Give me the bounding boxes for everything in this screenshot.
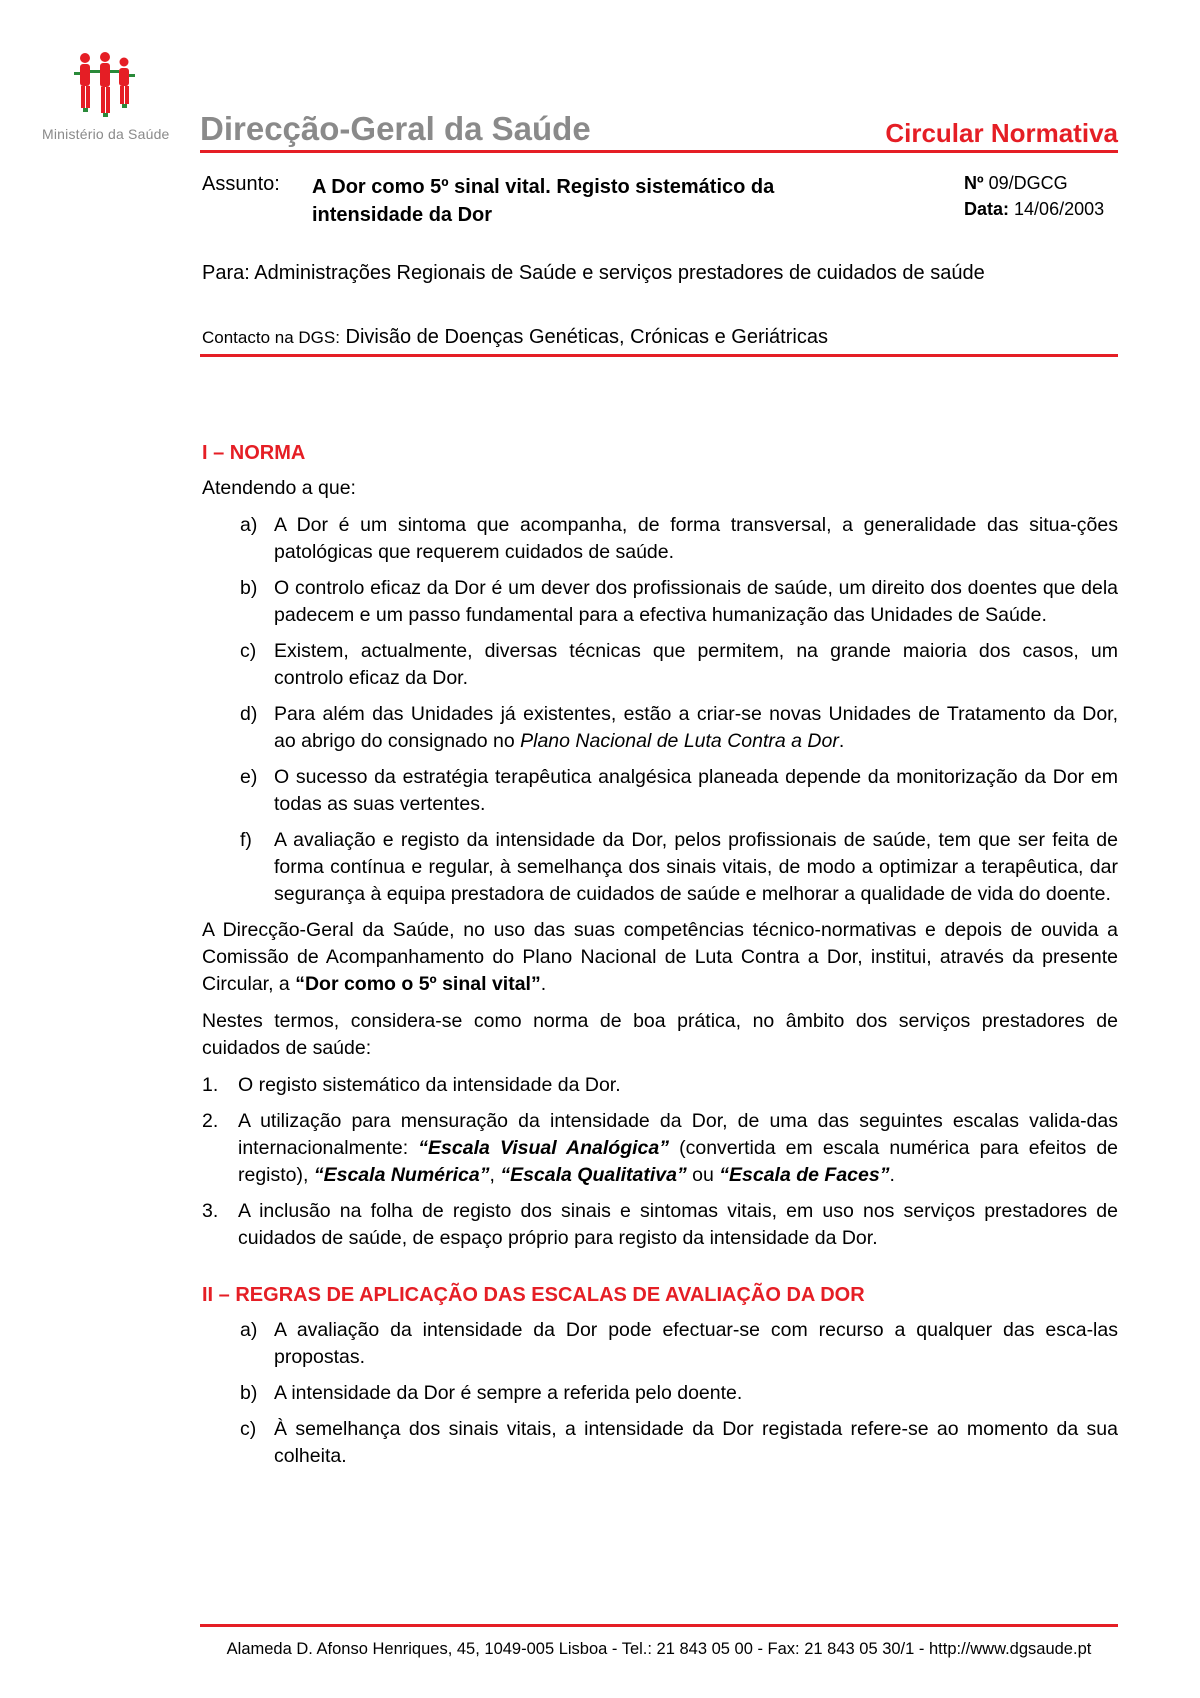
- ministry-name: Ministério da Saúde: [42, 126, 170, 142]
- list-marker: 3.: [202, 1200, 219, 1222]
- intro-text: Atendendo a que:: [202, 477, 356, 499]
- list-marker: a): [240, 514, 258, 536]
- list-item-text: A Dor é um sintoma que acompanha, de forma transversal, a generalidade das situa-ções patológicas que requerem cuidados de saúde.: [274, 514, 1118, 563]
- list-item-text: [238, 1108, 1118, 1189]
- text-part: ou: [686, 1164, 720, 1186]
- document-body: [202, 440, 1118, 1479]
- scale-name: “Escala Numérica”: [313, 1164, 490, 1186]
- list-item: [202, 1072, 1118, 1099]
- subject-text: A Dor como 5º sinal vital. Registo sistemático da intensidade da Dor: [312, 176, 775, 226]
- list-item: [202, 827, 1118, 908]
- list-marker: d): [240, 703, 258, 725]
- institution-paragraph: [202, 917, 1118, 998]
- list-item-text: A inclusão na folha de registo dos sinais e sintomas vitais, em uso nos serviços prestadores de cuidados de saúde, de espaço próprio para registo da intensidade da Dor.: [238, 1200, 1118, 1249]
- list-item-text: O controlo eficaz da Dor é um dever dos profissionais de saúde, um direito dos doentes que dela padecem e um passo fundamental para a efectiva humanização das Unidades de Saúde.: [274, 577, 1118, 626]
- document-type: Circular Normativa: [885, 118, 1118, 148]
- text-part: ,: [489, 1164, 501, 1186]
- header-bottom-divider: [200, 354, 1118, 357]
- list-item-text: O sucesso da estratégia terapêutica analgésica planeada depende da monitorização da Dor em todas as suas vertentes.: [274, 766, 1118, 815]
- subject-label: Assunto:: [202, 173, 280, 195]
- text-part: (convertida em escala numérica para efeitos de registo),: [238, 1137, 1119, 1186]
- list-item-text: O registo sistemático da intensidade da Dor.: [238, 1074, 621, 1096]
- contact: [202, 326, 828, 349]
- list-item-text: [274, 701, 1118, 755]
- circular-date: [964, 199, 1104, 220]
- list-item: [202, 764, 1118, 818]
- number-label: Nº: [964, 173, 984, 193]
- list-item: [202, 1416, 1118, 1470]
- footer-divider: [200, 1624, 1118, 1627]
- scale-name: “Escala Qualitativa”: [500, 1164, 687, 1186]
- paragraph-text: A Direcção-Geral da Saúde, no uso das suas competências técnico-normativas e depois de ouvida a Comissão de Acompanhamento do Plano Nacional de Luta Contra a Dor, institui, através da presente Circular, a: [202, 919, 1118, 995]
- list-item-text: Existem, actualmente, diversas técnicas que permitem, na grande maioria dos casos, um controlo eficaz da Dor.: [274, 640, 1118, 689]
- list-marker: f): [240, 829, 252, 851]
- list-item: [202, 1317, 1118, 1371]
- list-marker: e): [240, 766, 258, 788]
- list-marker: a): [240, 1319, 258, 1341]
- list-item-text: A avaliação e registo da intensidade da Dor, pelos profissionais de saúde, tem que ser feita de forma contínua e regular, à semelhança dos sinais vitais, de modo a optimizar a terapêutica, dar segurança à equipa prestadora de cuidados de saúde e melhorar a qualidade de vida do doente.: [274, 829, 1118, 905]
- ministry-logo-icon: [74, 52, 136, 120]
- list-marker: c): [240, 640, 257, 662]
- list-item: [202, 701, 1118, 755]
- list-item: [202, 1198, 1118, 1252]
- considerations-list: [202, 512, 1118, 908]
- date-value: 14/06/2003: [1014, 199, 1105, 219]
- scale-name: “Escala de Faces”: [719, 1164, 890, 1186]
- recipients: [202, 262, 985, 285]
- number-value: 09/DGCG: [988, 173, 1068, 193]
- text-part: A utilização para mensuração da intensidade da Dor, de uma das seguintes escalas valida-das internacionalmente:: [238, 1110, 1118, 1159]
- header-divider: [200, 150, 1118, 153]
- paragraph-text: .: [540, 973, 547, 995]
- emphasis-text: “Dor como o 5º sinal vital”: [295, 973, 541, 995]
- list-item: [202, 575, 1118, 629]
- circular-number: [964, 173, 1068, 194]
- list-marker: b): [240, 577, 258, 599]
- agency-name: Direcção-Geral da Saúde: [200, 110, 591, 147]
- list-marker: 2.: [202, 1110, 219, 1132]
- recipients-label: Para:: [202, 262, 250, 284]
- list-item-text: A intensidade da Dor é sempre a referida pelo doente.: [274, 1382, 743, 1404]
- section-title-norma: I – NORMA: [202, 442, 306, 464]
- contact-label: Contacto na DGS:: [202, 328, 340, 347]
- list-item-text-part: Para além das Unidades já existentes, estão a criar-se novas Unidades de Tratamento da Dor, ao abrigo do consignado no: [274, 703, 1118, 752]
- date-label: Data:: [964, 199, 1010, 219]
- rules-list: [202, 1317, 1118, 1470]
- text-part: .: [889, 1164, 895, 1186]
- contact-text: Divisão de Doenças Genéticas, Crónicas e Geriátricas: [345, 326, 828, 348]
- plan-title: Plano Nacional de Luta Contra a Dor: [520, 730, 839, 752]
- list-item: [202, 1380, 1118, 1407]
- list-marker: 1.: [202, 1074, 219, 1096]
- list-item-text: A avaliação da intensidade da Dor pode efectuar-se com recurso a qualquer das esca-las propostas.: [274, 1319, 1118, 1368]
- footer-address: Alameda D. Afonso Henriques, 45, 1049-005 Lisboa - Tel.: 21 843 05 00 - Fax: 21 843 05 30/1 - http://www.dgsaude.pt: [226, 1640, 1092, 1658]
- list-marker: c): [240, 1418, 257, 1440]
- section-title-rules: II – REGRAS DE APLICAÇÃO DAS ESCALAS DE AVALIAÇÃO DA DOR: [202, 1284, 865, 1306]
- norm-paragraph: Nestes termos, considera-se como norma de boa prática, no âmbito dos serviços prestadores de cuidados de saúde:: [202, 1010, 1118, 1059]
- scale-name: “Escala Visual Analógica”: [418, 1137, 669, 1159]
- list-item-text-part: .: [838, 730, 845, 752]
- recipients-text: Administrações Regionais de Saúde e serviços prestadores de cuidados de saúde: [254, 262, 985, 284]
- list-item: [202, 1108, 1118, 1189]
- list-item-text: À semelhança dos sinais vitais, a intensidade da Dor registada refere-se ao momento da sua colheita.: [274, 1418, 1118, 1467]
- norms-list: [202, 1072, 1118, 1252]
- list-item: [202, 512, 1118, 566]
- list-item: [202, 638, 1118, 692]
- list-marker: b): [240, 1382, 258, 1404]
